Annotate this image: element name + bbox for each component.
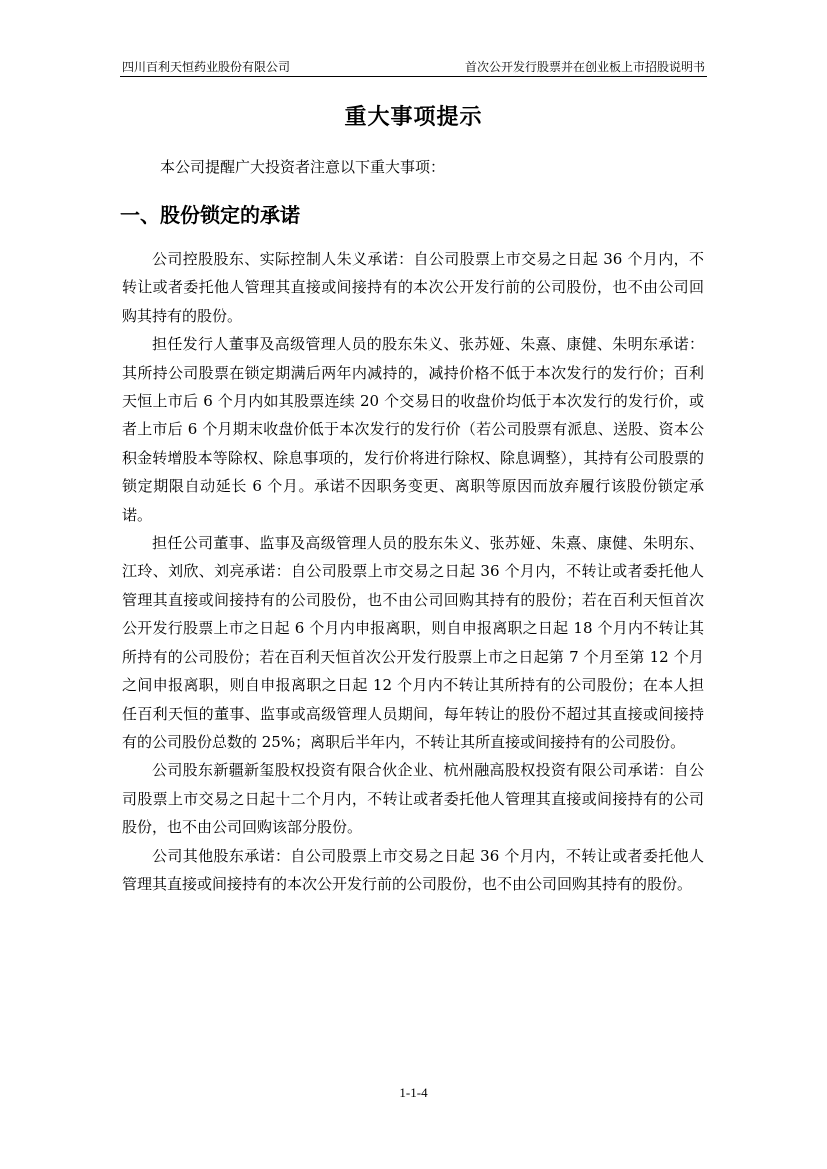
paragraph: 公司股东新疆新玺股权投资有限合伙企业、杭州融高股权投资有限公司承诺：自公司股票上市交易之日起十二个月内，不转让或者委托他人管理其直接或间接持有的公司股份，也不由公司回购该部分股份。 — [122, 761, 704, 837]
paragraph: 公司控股股东、实际控制人朱义承诺：自公司股票上市交易之日起 36 个月内，不转让或者委托他人管理其直接或间接持有的本次公开发行前的公司股份，也不由公司回购其持有的股份。 — [122, 250, 704, 325]
page-title: 重大事项提示 — [344, 105, 483, 130]
header-divider — [120, 76, 707, 77]
intro-text: 本公司提醒广大投资者注意以下重大事项： — [160, 158, 446, 176]
section-heading: 一、股份锁定的承诺 — [120, 203, 300, 227]
paragraph: 公司其他股东承诺：自公司股票上市交易之日起 36 个月内，不转让或者委托他人管理其直接或间接持有的本次公开发行前的公司股份，也不由公司回购其持有的股份。 — [122, 846, 704, 893]
header-company-name: 四川百利天恒药业股份有限公司 — [122, 60, 291, 74]
paragraph: 担任公司董事、监事及高级管理人员的股东朱义、张苏娅、朱熹、康健、朱明东、江玲、刘欣、刘亮承诺：自公司股票上市交易之日起 36 个月内，不转让或者委托他人管理其直接或间接持有的公司股份，也不由公司回购其持有的股份；若在百利天恒首次公开发行股票上市之日起 6 个月内申报离职，则自申报离职之日起 18 个月内不转让其所持有的公司股份；若在百利天恒首次公开发行股票上市之日起第 7 个月至第 12 个月之间申报离职，则自申报离职之日起 12 个月内不转让其所持有的公司股份；在本人担任百利天恒的董事、监事或高级管理人员期间，每年转让的股份不超过其直接或间接持有的公司股份总数的 25%；离职后半年内，不转让其所直接或间接持有的公司股份。 — [122, 534, 704, 751]
page-number: 1-1-4 — [399, 1085, 428, 1100]
page-header — [120, 54, 707, 74]
paragraph: 担任发行人董事及高级管理人员的股东朱义、张苏娅、朱熹、康健、朱明东承诺：其所持公司股票在锁定期满后两年内减持的，减持价格不低于本次发行的发行价；百利天恒上市后 6 个月内如其股票连续 20 个交易日的收盘价均低于本次发行的发行价，或者上市后 6 个月期末收盘价低于本次发行的发行价（若公司股票有派息、送股、资本公积金转增股本等除权、除息事项的，发行价将进行除权、除息调整），其持有公司股票的锁定期限自动延长 6 个月。承诺不因职务变更、离职等原因而放弃履行该股份锁定承诺。 — [122, 335, 704, 524]
header-document-title: 首次公开发行股票并在创业板上市招股说明书 — [464, 60, 705, 74]
section-body — [122, 245, 704, 898]
